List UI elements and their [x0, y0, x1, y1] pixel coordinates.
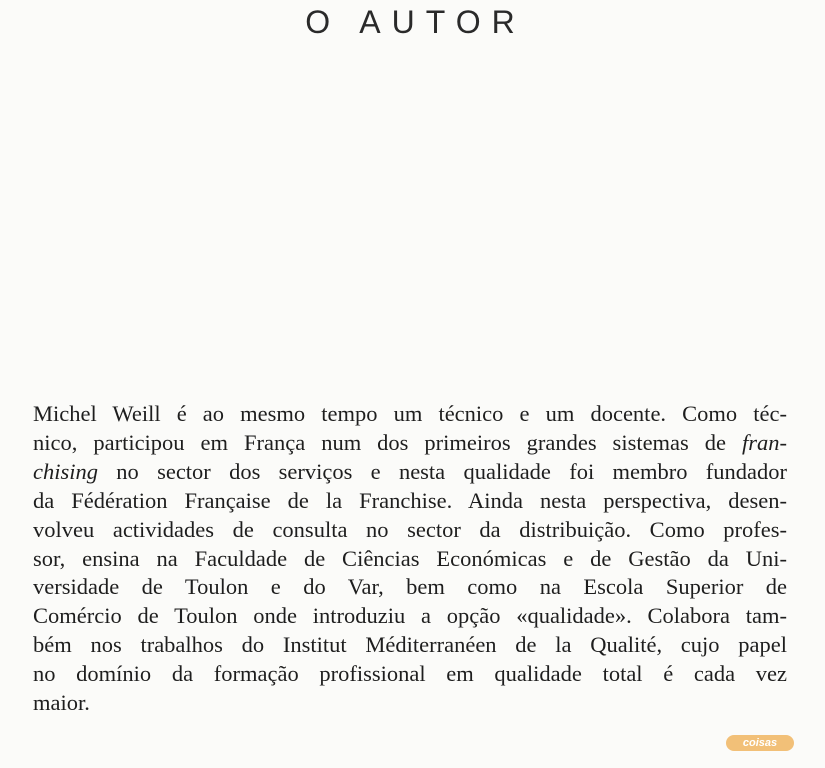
page-title: O AUTOR — [305, 4, 526, 40]
watermark-badge: coisas — [726, 735, 794, 751]
franchising-italic: chising — [33, 458, 98, 484]
paragraph-line: maior. — [33, 690, 90, 716]
franchising-italic: fran- — [742, 429, 787, 455]
paragraph-line: no domínio da formação profissional em qualidade total é cada vez — [33, 661, 787, 687]
author-bio-paragraph — [33, 400, 787, 718]
paragraph-line: bém nos trabalhos do Institut Méditerranéen de la Qualité, cujo papel — [33, 632, 787, 658]
paragraph-line: Michel Weill é ao mesmo tempo um técnico e um docente. Como téc- — [33, 401, 787, 426]
paragraph-line: sor, ensina na Faculdade de Ciências Económicas e de Gestão da Uni- — [33, 545, 787, 571]
paragraph-line: nico, participou em França num dos primeiros grandes sistemas de fran- — [33, 429, 787, 455]
paragraph-line: versidade de Toulon e do Var, bem como na Escola Superior de — [33, 574, 787, 600]
paragraph-line: da Fédération Française de la Franchise. Ainda nesta perspectiva, desen- — [33, 487, 787, 513]
paragraph-line: chising no sector dos serviços e nesta qualidade foi membro fundador — [33, 458, 787, 484]
paragraph-line: Comércio de Toulon onde introduziu a opção «qualidade». Colabora tam- — [33, 603, 787, 629]
paragraph-line: volveu actividades de consulta no sector da distribuição. Como profes- — [33, 516, 787, 542]
